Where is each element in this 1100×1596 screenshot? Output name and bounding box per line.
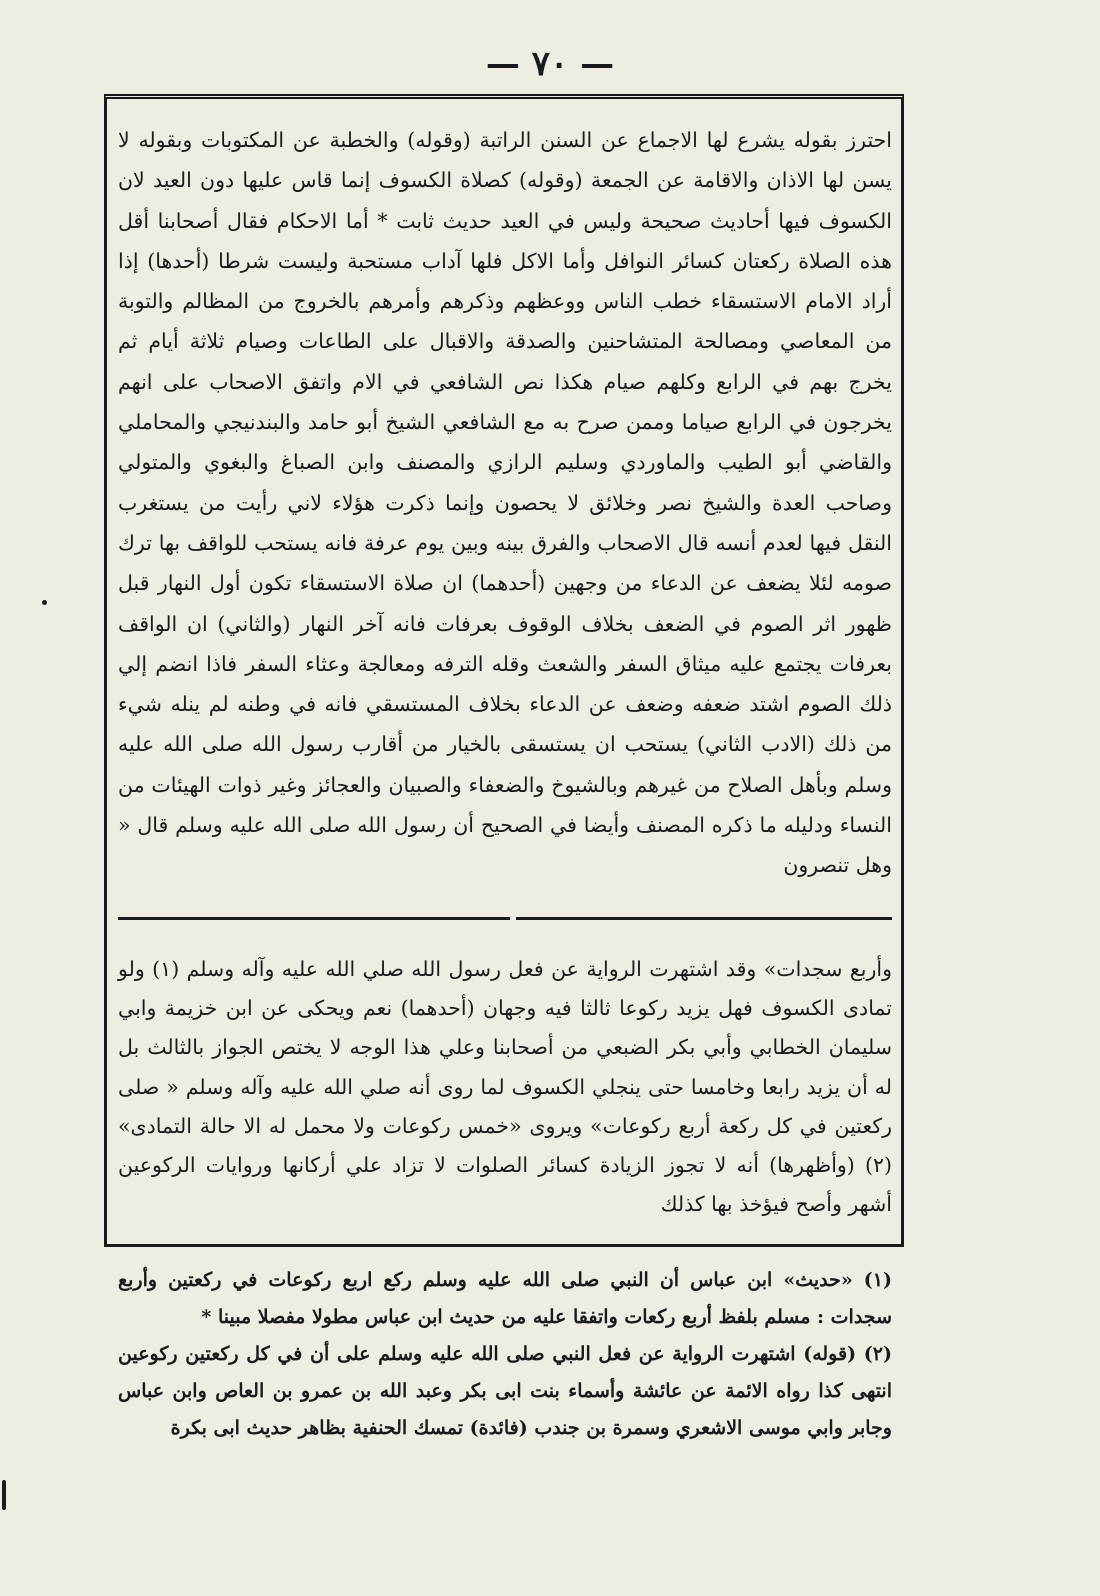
- scan-dot: [42, 600, 47, 605]
- section-separator-left: [118, 917, 510, 920]
- footnotes: [118, 1262, 892, 1447]
- footnote-1: (١) «حديث» ابن عباس أن النبي صلى الله عليه وسلم ركع اربع ركوعات في ركعتين وأربع سجدات : مسلم بلفظ أربع ركعات واتفقا عليه من حديث ابن عباس مطولا مفصلا مبينا *: [118, 1269, 892, 1328]
- main-text: احترز بقوله يشرع لها الاجماع عن السنن الراتبة (وقوله) والخطبة عن المكتوبات وبقوله لا يسن لها الاذان والاقامة عن الجمعة (وقوله) كصلاة الكسوف إنما قاس عليها دون العيد لان الكسوف فيها أحاديث صحيحة وليس في العيد حديث ثابت * أما الاحكام فقال أصحابنا أقل هذه الصلاة ركعتان كسائر النوافل وأما الاكل فلها آداب مستحبة وليست شرطا (أحدها) إذا أراد الامام الاستسقاء خطب الناس ووعظهم وذكرهم وأمرهم بالخروج من المظالم والتوبة من المعاصي ومصالحة المتشاحنين والصدقة والاقبال على الطاعات وصيام ثلاثة أيام ثم يخرج بهم في الرابع وكلهم صيام هكذا نص الشافعي في الام واتفق الاصحاب على انهم يخرجون في الرابع صياما وممن صرح به مع الشافعي الشيخ أبو حامد والبندنيجي والمحاملي والقاضي أبو الطيب والماوردي وسليم الرازي والمصنف وابن الصباغ والبغوي والمتولي وصاحب العدة والشيخ نصر وخلائق لا يحصون وإنما ذكرت هؤلاء لاني رأيت من يستغرب النقل فيها لعدم أنسه قال الاصحاب والفرق بينه وبين يوم عرفة فانه يستحب للواقف بها ترك صومه لئلا يضعف عن الدعاء من وجهين (أحدهما) ان صلاة الاستسقاء تكون أول النهار قبل ظهور اثر الصوم في الضعف بخلاف الوقوف بعرفات فانه آخر النهار (والثاني) ان الواقف بعرفات يجتمع عليه ميثاق السفر والشعث وقله الترفه ومعالجة وعثاء السفر فاذا انضم إلي ذلك الصوم اشتد ضعفه وضعف عن الدعاء بخلاف المستسقي فانه في وطنه لم ينله شيء من ذلك (الادب الثاني) يستحب ان يستسقى بالخيار من أقارب رسول الله صلى الله عليه وسلم وبأهل الصلاح من غيرهم وبالشيوخ والضعفاء والصبيان والعجائز وغير ذوات الهيئات من النساء ودليله ما ذكره المصنف وأيضا في الصحيح أن رسول الله صلى الله عليه وسلم قال « وهل تنصرون: [118, 128, 892, 878]
- text-frame-bottom-rule: [104, 1244, 904, 1247]
- page-number: — ٧٠ —: [485, 44, 615, 84]
- section-separator-right: [516, 917, 892, 920]
- scan-edge-mark: [2, 1480, 6, 1510]
- footnote-2: (٢) (قوله) اشتهرت الرواية عن فعل النبي صلى الله عليه وسلم على أن في كل ركعتين ركوعين انتهى كذا رواه الائمة عن عائشة وأسماء بنت ابى بكر وعبد الله بن عمرو بن العاص وابن عباس وجابر وابي موسى الاشعري وسمرة بن جندب (فائدة) تمسك الحنفية بظاهر حديث ابى بكرة: [118, 1343, 892, 1439]
- commentary-text: وأربع سجدات» وقد اشتهرت الرواية عن فعل رسول الله صلي الله عليه وآله وسلم (١) ولو تمادى الكسوف فهل يزيد ركوعا ثالثا فيه وجهان (أحدهما) نعم ويحكى عن ابن خزيمة وابي سليمان الخطابي وأبي بكر الضبعي من أصحابنا وعلي هذا الوجه لا يختص الجواز بالثالث بل له أن يزيد رابعا وخامسا حتى ينجلي الكسوف لما روى أنه صلي الله عليه وآله وسلم « صلى ركعتين في كل ركعة أربع ركوعات» ويروى «خمس ركوعات ولا محمل له الا حالة التمادى» (٢) (وأظهرها) أنه لا تجوز الزيادة كسائر الصلوات لا تزاد علي أركانها وروايات الركوعين أشهر وأصح فيؤخذ بها كذلك: [118, 957, 892, 1217]
